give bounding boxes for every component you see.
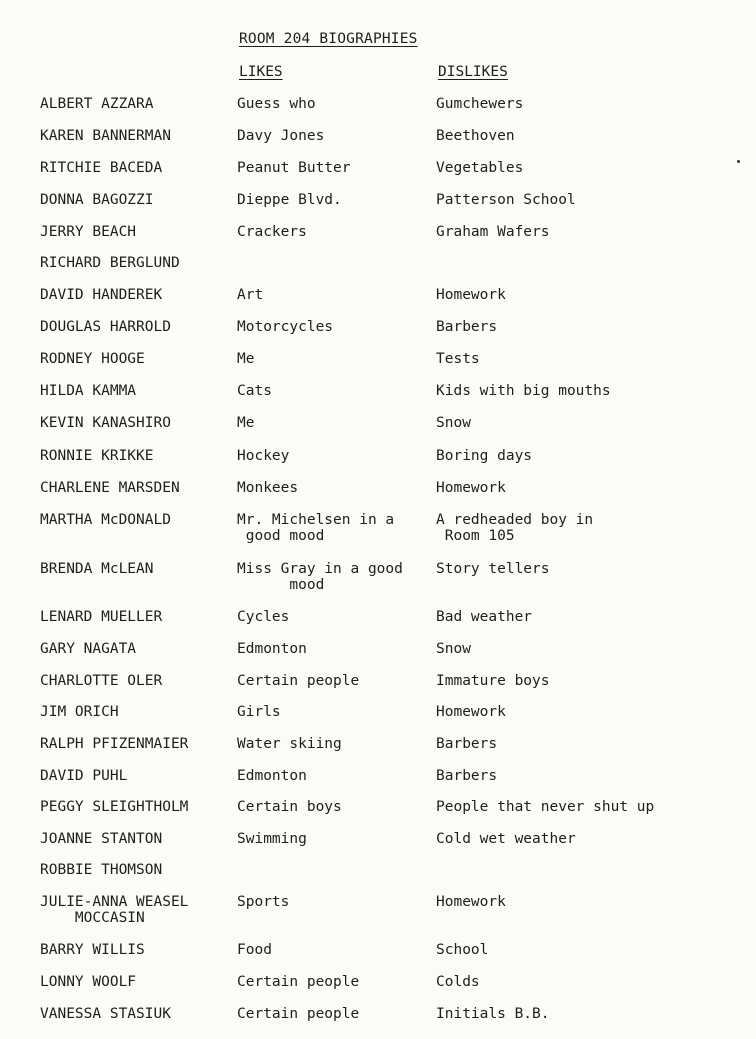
student-likes: Peanut Butter — [237, 160, 351, 176]
student-likes: Swimming — [237, 831, 307, 847]
student-likes: Art — [237, 287, 264, 303]
student-likes: Water skiing — [237, 736, 342, 752]
student-name: LENARD MUELLER — [40, 609, 163, 625]
student-name: RICHARD BERGLUND — [40, 255, 180, 271]
student-dislikes: Kids with big mouths — [436, 383, 611, 399]
student-dislikes: Cold wet weather — [436, 831, 576, 847]
student-likes: Edmonton — [237, 641, 307, 657]
student-name: KAREN BANNERMAN — [40, 128, 171, 144]
student-dislikes: Snow — [436, 415, 471, 431]
student-dislikes: Gumchewers — [436, 96, 524, 112]
student-likes: Miss Gray in a good mood — [237, 561, 403, 593]
student-name: RODNEY HOOGE — [40, 351, 145, 367]
student-likes: Me — [237, 351, 255, 367]
likes-column-header: LIKES — [239, 64, 283, 80]
student-likes: Dieppe Blvd. — [237, 192, 342, 208]
student-likes: Guess who — [237, 96, 316, 112]
student-name: DOUGLAS HARROLD — [40, 319, 171, 335]
student-name: RITCHIE BACEDA — [40, 160, 163, 176]
student-dislikes: Homework — [436, 894, 506, 910]
student-dislikes: Beethoven — [436, 128, 515, 144]
student-dislikes: Homework — [436, 480, 506, 496]
student-likes: Me — [237, 415, 255, 431]
student-dislikes: Barbers — [436, 319, 498, 335]
student-likes: Edmonton — [237, 768, 307, 784]
student-likes: Girls — [237, 704, 281, 720]
student-likes: Certain people — [237, 974, 360, 990]
student-dislikes: Homework — [436, 287, 506, 303]
student-likes: Food — [237, 942, 272, 958]
student-likes: Cycles — [237, 609, 290, 625]
student-dislikes: People that never shut up — [436, 799, 655, 815]
student-likes: Motorcycles — [237, 319, 334, 335]
student-likes: Monkees — [237, 480, 299, 496]
student-likes: Certain people — [237, 1006, 360, 1022]
student-name: HILDA KAMMA — [40, 383, 137, 399]
student-name: PEGGY SLEIGHTHOLM — [40, 799, 189, 815]
student-dislikes: Graham Wafers — [436, 224, 550, 240]
student-dislikes: Story tellers — [436, 561, 550, 577]
student-likes: Certain boys — [237, 799, 342, 815]
student-name: JULIE-ANNA WEASEL MOCCASIN — [40, 894, 189, 926]
student-dislikes: A redheaded boy in Room 105 — [436, 512, 594, 544]
student-name: JOANNE STANTON — [40, 831, 163, 847]
student-dislikes: Colds — [436, 974, 480, 990]
student-dislikes: Snow — [436, 641, 471, 657]
student-likes: Crackers — [237, 224, 307, 240]
dislikes-column-header: DISLIKES — [438, 64, 508, 80]
student-dislikes: Initials B.B. — [436, 1006, 550, 1022]
student-dislikes: Boring days — [436, 448, 533, 464]
student-name: GARY NAGATA — [40, 641, 137, 657]
student-dislikes: Barbers — [436, 736, 498, 752]
student-name: DAVID HANDEREK — [40, 287, 163, 303]
student-name: JIM ORICH — [40, 704, 119, 720]
student-name: ALBERT AZZARA — [40, 96, 154, 112]
student-dislikes: Immature boys — [436, 673, 550, 689]
page-title: ROOM 204 BIOGRAPHIES — [239, 31, 418, 47]
student-likes: Certain people — [237, 673, 360, 689]
student-name: CHARLOTTE OLER — [40, 673, 163, 689]
student-name: RALPH PFIZENMAIER — [40, 736, 189, 752]
student-name: MARTHA McDONALD — [40, 512, 171, 528]
student-likes: Hockey — [237, 448, 290, 464]
student-name: DAVID PUHL — [40, 768, 128, 784]
student-name: LONNY WOOLF — [40, 974, 137, 990]
student-name: DONNA BAGOZZI — [40, 192, 154, 208]
student-dislikes: Homework — [436, 704, 506, 720]
student-dislikes: Tests — [436, 351, 480, 367]
student-dislikes: Bad weather — [436, 609, 533, 625]
student-name: JERRY BEACH — [40, 224, 137, 240]
student-name: RONNIE KRIKKE — [40, 448, 154, 464]
student-name: ROBBIE THOMSON — [40, 862, 163, 878]
student-dislikes: School — [436, 942, 489, 958]
student-likes: Mr. Michelsen in a good mood — [237, 512, 395, 544]
paper-speck — [737, 160, 740, 163]
student-name: BRENDA McLEAN — [40, 561, 154, 577]
student-likes: Sports — [237, 894, 290, 910]
student-likes: Davy Jones — [237, 128, 325, 144]
student-name: VANESSA STASIUK — [40, 1006, 171, 1022]
student-dislikes: Barbers — [436, 768, 498, 784]
student-dislikes: Patterson School — [436, 192, 576, 208]
student-name: BARRY WILLIS — [40, 942, 145, 958]
student-name: CHARLENE MARSDEN — [40, 480, 180, 496]
student-likes: Cats — [237, 383, 272, 399]
student-dislikes: Vegetables — [436, 160, 524, 176]
student-name: KEVIN KANASHIRO — [40, 415, 171, 431]
